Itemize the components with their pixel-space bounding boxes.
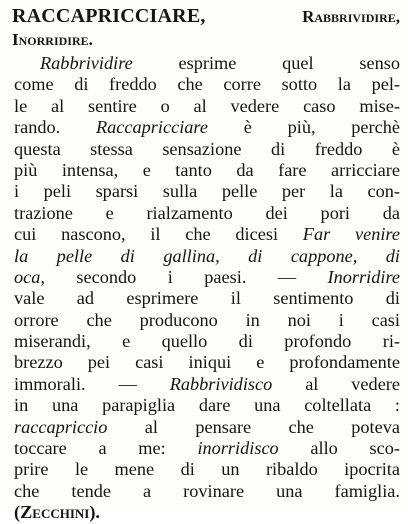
- headword-raccapricciare: RACCAPRICCIARE,: [12, 5, 206, 27]
- text-run: le al sentire o al vedere caso mise-: [14, 95, 400, 116]
- heading-line-1: [12, 5, 400, 28]
- text-run: più intensa, e tanto da fare arricciare: [14, 159, 400, 180]
- text-line: [14, 395, 400, 416]
- text-line: [14, 181, 400, 202]
- text-line: [14, 459, 400, 480]
- heading-line-2: [12, 28, 400, 51]
- text-line: [14, 481, 400, 502]
- text-run: allo sco-: [278, 438, 400, 459]
- author-citation: (Zecchini).: [14, 502, 101, 523]
- text-line: [14, 96, 400, 117]
- italic-term: Raccapricciare: [95, 117, 208, 138]
- text-run: al vedere: [272, 373, 401, 394]
- text-run: cui nascono, il che dicesi: [14, 224, 303, 245]
- text-line: [14, 331, 400, 352]
- italic-term: Rabbrividire: [40, 53, 133, 73]
- text-line: [14, 502, 400, 523]
- text-run: questa stessa sensazione di freddo è: [14, 138, 400, 159]
- text-line: [14, 267, 400, 288]
- text-line: [14, 53, 400, 74]
- text-line: [14, 224, 400, 245]
- text-line: [14, 417, 400, 438]
- headword-rabbrividire: Rabbrividire,: [302, 7, 400, 26]
- text-run: è più, perchè: [207, 117, 400, 138]
- text-run: al pensare che poteva: [107, 416, 400, 437]
- italic-term: Rabbrividisco: [169, 373, 273, 394]
- italic-term: inorridisco: [197, 438, 279, 459]
- text-line: [14, 74, 400, 95]
- text-run: esprime quel senso: [132, 53, 400, 73]
- text-run: trazione e rialzamento dei pori da: [14, 202, 400, 223]
- text-line: [14, 117, 400, 138]
- text-line: [14, 352, 400, 373]
- italic-term: la pelle di gallina, di cappone, di: [14, 245, 400, 266]
- text-run: che tende a rovinare una famiglia.: [14, 480, 400, 501]
- text-run: i peli sparsi sulla pelle per la con-: [14, 181, 400, 202]
- text-run: toccare a me:: [14, 438, 198, 459]
- text-run: brezzo pei casi iniqui e profondamente: [14, 352, 400, 373]
- text-line: [14, 438, 400, 459]
- italic-term: oca,: [14, 266, 45, 287]
- text-run: prire le mene di un ribaldo ipocrita: [14, 459, 400, 480]
- italic-term: raccapriccio: [14, 416, 108, 437]
- text-line: [14, 288, 400, 309]
- text-run: rando.: [14, 117, 96, 138]
- text-run: immorali. —: [14, 373, 170, 394]
- text-line: [14, 374, 400, 395]
- entry-heading: [12, 5, 400, 51]
- text-line: [14, 139, 400, 160]
- text-run: orrore che producono in noi i casi: [14, 309, 400, 330]
- italic-term: Far venire: [302, 224, 400, 245]
- text-line: [14, 310, 400, 331]
- entry-body: [14, 53, 400, 524]
- text-line: [14, 160, 400, 181]
- text-line: [14, 246, 400, 267]
- headword-inorridire: Inorridire.: [12, 30, 93, 49]
- text-run: in una parapiglia dare una coltellata :: [14, 395, 400, 416]
- text-run: come di freddo che corre sotto la pel-: [14, 74, 400, 95]
- text-run: secondo i paesi. —: [44, 266, 328, 287]
- text-line: [14, 203, 400, 224]
- italic-term: Inorridire: [327, 266, 400, 287]
- text-run: miserandi, e quello di profondo ri-: [14, 331, 400, 352]
- text-run: vale ad esprimere il sentimento di: [14, 288, 400, 309]
